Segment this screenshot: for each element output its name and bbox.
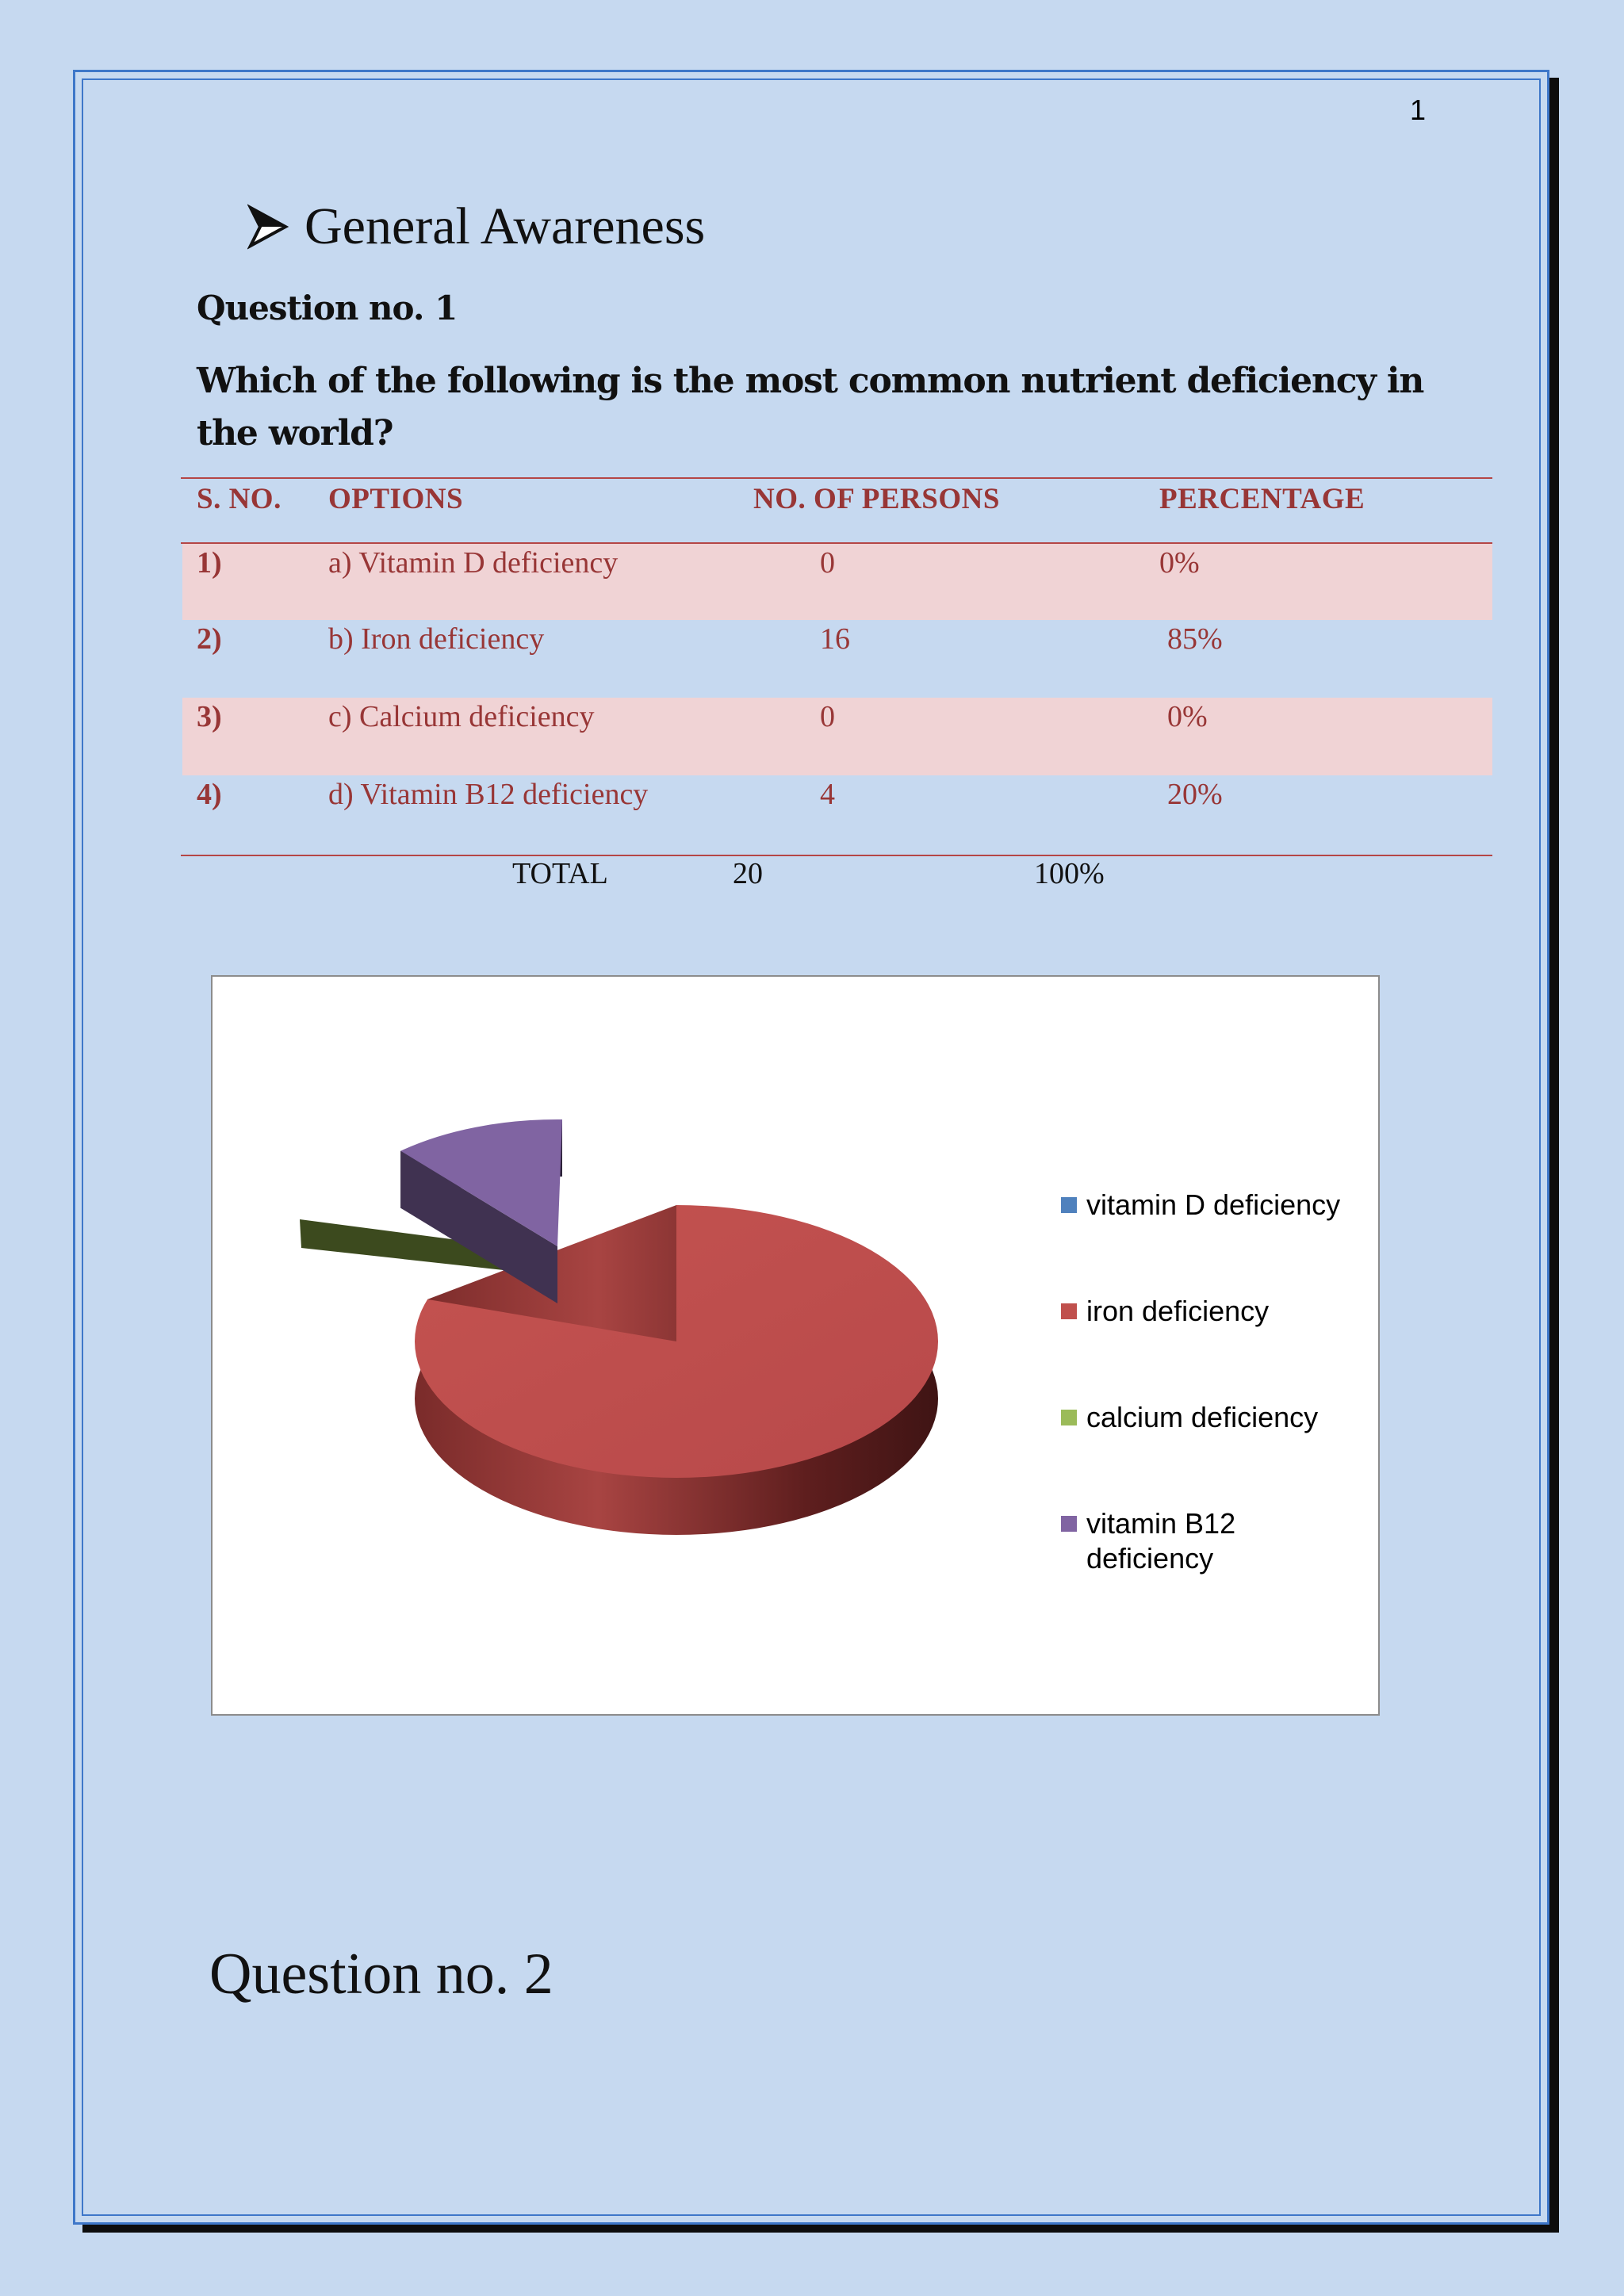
row-sno: 4): [197, 778, 222, 811]
legend-item: [1061, 1294, 1378, 1329]
legend-swatch: [1061, 1197, 1077, 1213]
row-sno: 3): [197, 700, 222, 733]
question-2-label: Question no. 2: [209, 1942, 553, 2007]
header-options: OPTIONS: [328, 483, 464, 515]
row-persons: 0: [820, 700, 835, 733]
header-persons: NO. OF PERSONS: [753, 483, 1000, 515]
legend-label: vitamin B12 deficiency: [1086, 1507, 1236, 1575]
pie-chart-plot: [213, 977, 1381, 1717]
table-bottom-rule: [181, 855, 1492, 856]
pie-slice-vitamin-B12-deficiency: [400, 1119, 562, 1303]
legend-swatch: [1061, 1410, 1077, 1425]
row-option: c) Calcium deficiency: [328, 700, 595, 733]
row-percentage: 0%: [1159, 546, 1200, 580]
row-option: b) Iron deficiency: [328, 622, 545, 656]
page-number: 1: [1410, 94, 1427, 126]
total-percentage: 100%: [1034, 857, 1105, 890]
table-top-rule: [181, 477, 1492, 479]
legend-label: iron deficiency: [1086, 1295, 1270, 1327]
legend-item: [1061, 1400, 1378, 1435]
question-1-text: Which of the following is the most common nutrient deficiency in the world?: [197, 361, 1424, 453]
legend-item: [1061, 1506, 1378, 1576]
row-persons: 0: [820, 546, 835, 580]
question-1-label: Question no. 1: [197, 289, 458, 327]
row-percentage: 0%: [1167, 700, 1208, 733]
legend-item: [1061, 1188, 1378, 1223]
total-persons: 20: [733, 857, 763, 890]
pie-chart: [211, 975, 1380, 1716]
row-persons: 16: [820, 622, 850, 656]
header-percentage: PERCENTAGE: [1159, 483, 1365, 515]
row-percentage: 85%: [1167, 622, 1223, 656]
legend-swatch: [1061, 1516, 1077, 1532]
legend-label: vitamin D deficiency: [1086, 1188, 1341, 1221]
arrow-bullet-icon: [247, 203, 289, 251]
section-heading: [247, 197, 705, 257]
row-percentage: 20%: [1167, 778, 1223, 811]
legend-swatch: [1061, 1303, 1077, 1319]
row-sno: 2): [197, 622, 222, 656]
row-persons: 4: [820, 778, 835, 811]
legend-label: calcium deficiency: [1086, 1401, 1319, 1433]
total-label: TOTAL: [512, 857, 608, 890]
row-option: d) Vitamin B12 deficiency: [328, 778, 649, 811]
row-sno: 1): [197, 546, 222, 580]
row-option: a) Vitamin D deficiency: [328, 546, 619, 580]
header-sno: S. NO.: [197, 483, 282, 515]
section-title: General Awareness: [304, 197, 706, 255]
